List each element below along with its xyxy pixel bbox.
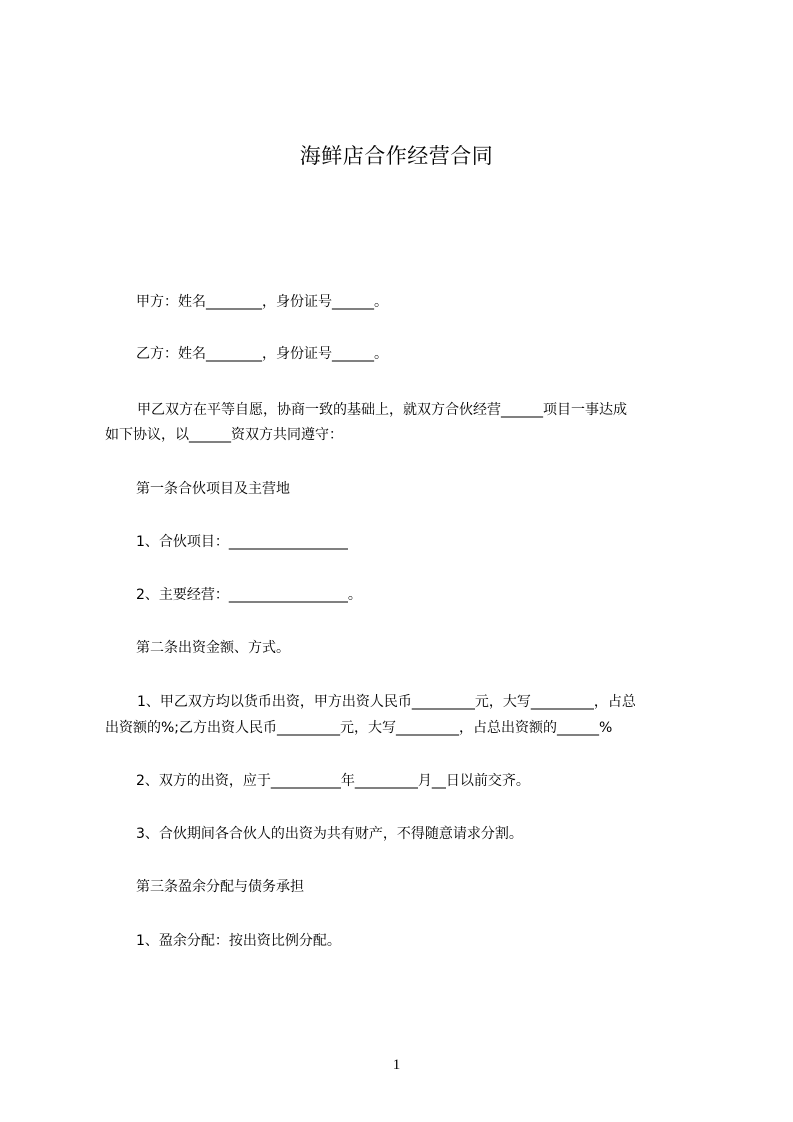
intro-paragraph-line-2: 如下协议，以______资双方共同遵守： bbox=[105, 427, 343, 443]
article-3-item-1: 1、盈余分配：按出资比例分配。 bbox=[136, 933, 341, 949]
page-number: 1 bbox=[392, 1057, 401, 1073]
article-2-item-2: 2、双方的出资，应于__________年_________月__日以前交齐。 bbox=[136, 773, 530, 789]
intro-paragraph-line-1: 甲乙双方在平等自愿，协商一致的基础上，就双方合伙经营______项目一事达成 bbox=[137, 402, 627, 418]
article-2-heading: 第二条出资金额、方式。 bbox=[136, 640, 290, 656]
article-3-heading: 第三条盈余分配与债务承担 bbox=[136, 879, 304, 895]
party-a-line: 甲方：姓名________，身份证号______。 bbox=[136, 294, 388, 310]
article-2-item-1-line-1: 1、甲乙双方均以货币出资，甲方出资人民币_________元，大写_________，占总 bbox=[137, 694, 636, 710]
article-2-item-3: 3、合伙期间各合伙人的出资为共有财产，不得随意请求分割。 bbox=[136, 826, 523, 842]
document-title: 海鲜店合作经营合同 bbox=[299, 144, 494, 168]
article-1-heading: 第一条合伙项目及主营地 bbox=[136, 481, 290, 497]
article-1-item-2: 2、主要经营：_________________。 bbox=[136, 587, 362, 603]
article-2-item-1-line-2: 出资额的%;乙方出资人民币_________元，大写_________，占总出资额的______% bbox=[105, 720, 613, 736]
party-b-line: 乙方：姓名________，身份证号______。 bbox=[136, 346, 388, 362]
article-1-item-1: 1、合伙项目：_________________ bbox=[136, 534, 348, 550]
